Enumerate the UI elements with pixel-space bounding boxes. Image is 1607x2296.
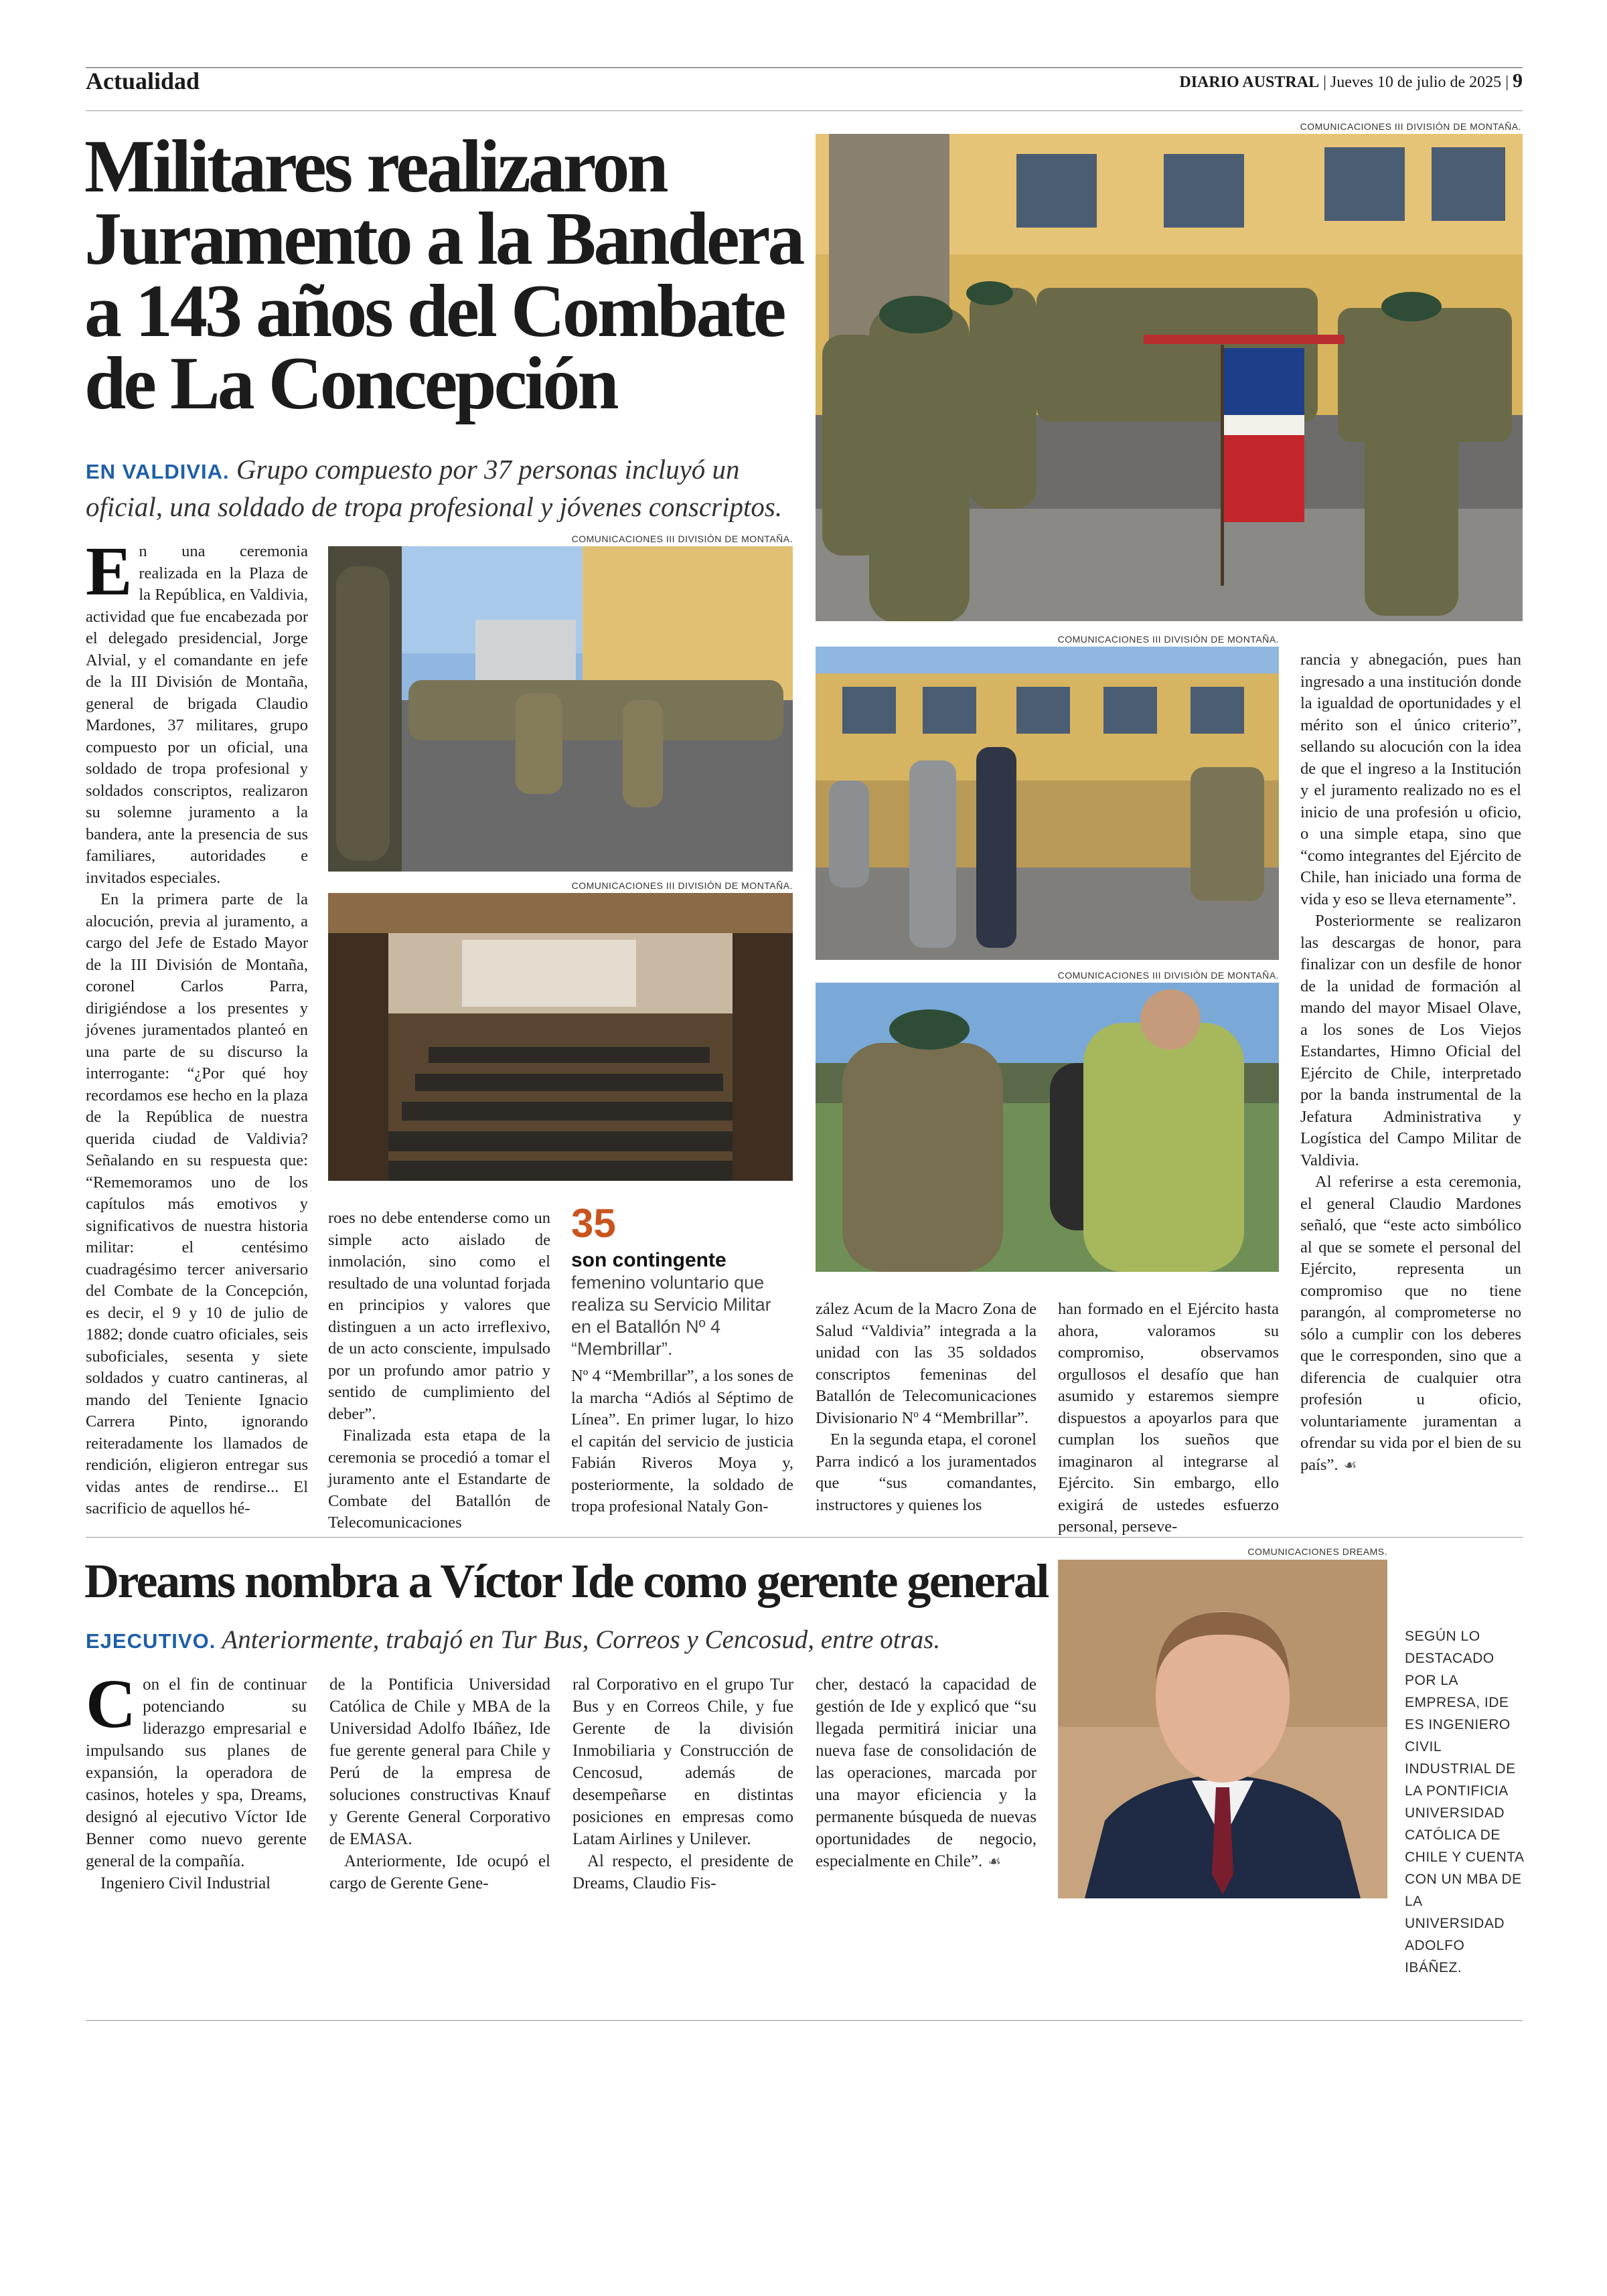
article1-kicker: EN VALDIVIA. — [86, 460, 230, 483]
photo3-credit: COMUNICACIONES III DIVISIÓN DE MONTAÑA. — [571, 880, 793, 891]
masthead: DIARIO AUSTRAL | Jueves 10 de julio de 2025 | 9 — [1179, 70, 1523, 92]
article2-col4-p1: cher, destacó la capacidad de gestión de Ide y explicó que “su llegada permitirá iniciar una nueva fase de consolidación de las operaciones, marcada por una mayor eficiencia y la permanente búsqueda de nuevas oportunidades de negocio, especialmente en Chile”. — [816, 1675, 1037, 1870]
article1-lead-text: Grupo compuesto por 37 personas incluyó un oficial, una soldado de tropa profesional y jóvenes conscriptos. — [86, 454, 783, 522]
top-rule — [86, 67, 1523, 68]
article1-col4-p1: zález Acum de la Macro Zona de Salud “Valdivia” integrada a la unidad con las 35 soldados conscriptos femeninas del Batallón de Telecomunicaciones Divisionario Nº 4 “Membrillar”. — [816, 1300, 1037, 1427]
article2-kicker: EJECUTIVO. — [86, 1629, 216, 1653]
article2-drop-cap: C — [86, 1665, 137, 1742]
stat-number: 35 — [571, 1201, 616, 1246]
article1-column-1 — [86, 533, 308, 1520]
article1-column-6 — [1300, 649, 1521, 1477]
church-interior-photo — [328, 893, 793, 1181]
article1-column-5 — [1058, 1299, 1279, 1538]
article1-column-4 — [816, 1299, 1037, 1516]
stat-box — [571, 1201, 792, 1360]
article2-headline: Dreams nombra a Víctor Ide como gerente general — [84, 1554, 1048, 1608]
page-number: 9 — [1513, 70, 1523, 92]
article2-col2-p1: de la Pontificia Universidad Católica de Chile y MBA de la Universidad Adolfo Ibáñez, Ide fue gerente general para Chile y Perú de la empresa de soluciones constructivas Knauf y Gerente General Corporativo de EMASA. — [329, 1675, 550, 1848]
article1-column-3 — [571, 1366, 793, 1518]
section-label: Actualidad — [86, 68, 200, 94]
plaza-formation-photo — [328, 546, 793, 872]
article2-col3-p1: ral Corporativo en el grupo Tur Bus y en Correos Chile, y fue Gerente de la división Inmobiliaria y Construcción de Cencosud, además de desempeñarse en distintas posiciones en empresas como Latam Airlines y Unilever. — [572, 1675, 793, 1848]
article1-drop-cap: E — [86, 533, 133, 610]
portrait-photo — [1058, 1560, 1387, 1898]
article2-lead-text: Anteriormente, trabajó en Tur Bus, Correos y Cencosud, entre otras. — [222, 1625, 941, 1654]
article1-lead — [86, 452, 795, 524]
stat-bold: son contingente — [571, 1249, 726, 1271]
article1-col6-p3: Al referirse a esta ceremonia, el general Claudio Mardones señaló, que “este acto simbólico al que se somete el personal del Ejército, representa un compromiso que no tiene parangón, al comprometerse no sólo a cumplir con los deberes que le corresponden, sino que a diferencia de cualquier otra profesión u oficio, voluntariamente juramentan a ofrendar su vida por el bien de su país”. ☙ — [1300, 1173, 1521, 1474]
article2-column-1 — [86, 1665, 307, 1894]
article2-headline-block — [84, 1554, 1049, 1608]
hero-photo-credit: COMUNICACIONES III DIVISIÓN DE MONTAÑA. — [1300, 121, 1521, 132]
article1-headline — [84, 125, 808, 425]
headline-line-3: a 143 años del Combate — [84, 270, 784, 353]
article1-col4-p2: En la segunda etapa, el coronel Parra indicó a los juramentados que “sus comandantes, instructores y quienes los — [816, 1430, 1037, 1514]
publication-name: DIARIO AUSTRAL — [1179, 74, 1320, 91]
article2-column-4 — [816, 1673, 1037, 1873]
article2-col1-p2: Ingeniero Civil Industrial — [100, 1874, 271, 1892]
article1-col5-p1: han formado en el Ejército hasta ahora, valoramos su compromiso, observamos orgullosos el desafío que han asumido y estaremos siempre dispuestos a apoyarlos para que cumplan los sueños que imaginaron al integrarse al Ejército. Sin embargo, ello exigirá de ustedes esfuerzo personal, perseve- — [1058, 1300, 1279, 1536]
stat-text: femenino voluntario que realiza su Servicio Militar en el Batallón Nº 4 “Membrillar”. — [571, 1273, 771, 1359]
header-rule — [86, 110, 1523, 111]
article1-col1-p1: n una ceremonia realizada en la Plaza de la República, en Valdivia, actividad que fue encabezada por el delegado presidencial, Jorge Alvial, y el comandante en jefe de la III División de Montaña, general de brigada Claudio Mardones, 37 militares, grupo compuesto por un oficial, una soldado de tropa profesional y soldados conscriptos, realizaron su solemne juramento a la bandera, ante la presencia de sus familiares, autoridades e invitados especiales. — [86, 542, 308, 887]
article2-lead — [86, 1623, 1063, 1659]
publication-date: Jueves 10 de julio de 2025 — [1330, 74, 1502, 91]
officials-walking-photo — [816, 647, 1279, 960]
headline-line-1: Militares realizaron — [84, 125, 666, 208]
article2-column-2 — [329, 1673, 550, 1894]
ceremony-photo — [816, 983, 1279, 1272]
article1-col1-p2: En la primera parte de la alocución, previa al juramento, a cargo del Jefe de Estado Mayor de la III División de Montaña, coronel Carlos Parra, dirigiéndose a los presentes y jóvenes juramentados planteó en una parte de su discurso la interrogante: “¿Por qué hoy recordamos ese hecho en la plaza de la República de nuestra querida ciudad de Valdivia? Señalando en su respuesta que: “Rememoramos uno de los capítulos más emotivos y significativos de nuestra historia militar: el centésimo cuadragésimo tercer aniversario del Combate de la Concepción, es decir, el 9 y 10 de julio de 1882; donde cuatro oficiales, seis suboficiales, sesenta y siete soldados y cuatro cantineras, al mando del Teniente Ignacio Carrera Pinto, ignorando reiteradamente los llamados de rendición, eligieron entregar sus vidas antes de rendirse... El sacrificio de aquellos hé- — [86, 890, 308, 1518]
portrait-caption: SEGÚN LO DESTACADO POR LA EMPRESA, IDE ES INGENIERO CIVIL INDUSTRIAL DE LA PONTIFICIA UNIVERSIDAD CATÓLICA DE CHILE Y CUENTA CON UN MBA DE LA UNIVERSIDAD ADOLFO IBÁÑEZ. — [1405, 1629, 1524, 1975]
article2-col1-p1: on el fin de continuar potenciando su liderazgo empresarial e impulsando sus planes de expansión, la operadora de casinos, hoteles y spa, Dreams, designó al ejecutivo Víctor Ide Benner como nuevo gerente general de la compañía. — [86, 1675, 307, 1870]
end-mark-icon: ☙ — [1343, 1457, 1357, 1474]
article1-col3-p1: Nº 4 “Membrillar”, a los sones de la marcha “Adiós al Séptimo de Línea”. En primer lugar, lo hizo el capitán del servicio de justicia Fabián Riveros Moya y, posteriormente, la soldado de tropa profesional Nataly Gon- — [571, 1367, 793, 1515]
headline-line-4: de La Concepción — [84, 342, 617, 425]
article2-col3-p2: Al respecto, el presidente de Dreams, Claudio Fis- — [572, 1852, 793, 1892]
end-mark-icon: ☙ — [988, 1854, 1001, 1870]
stat-description — [571, 1249, 792, 1360]
article1-col2-p2: Finalizada esta etapa de la ceremonia se procedió a tomar el juramento ante el Estandarte de Combate del Batallón de Telecomunicaciones — [328, 1426, 550, 1532]
article1-col6-p2: Posteriormente se realizaron las descargas de honor, para finalizar con un desfile de honor de la unidad de formación al mando del mayor Misael Olave, a los sones de Los Viejos Estandartes, Himno Oficial del Ejército de Chile, interpretado por la banda instrumental de la Jefatura Administrativa y Logística del Campo Militar de Valdivia. — [1300, 912, 1521, 1169]
article1-col6-p1: rancia y abnegación, pues han ingresado a una institución donde la igualdad de oportunidades y el mérito son el único criterio”, sellando su alocución con la idea de que el ingreso a la Institución y el juramento realizado no es el inicio de una profesión u oficio, o una simple etapa, sino que “como integrantes del Ejército de Chile, han iniciado una forma de vida y eso se lleva eternamente”. — [1300, 651, 1521, 908]
article1-headline-block — [84, 125, 808, 425]
article1-column-2 — [328, 1208, 550, 1534]
photo2-credit: COMUNICACIONES III DIVISIÓN DE MONTAÑA. — [571, 534, 793, 544]
article2-col2-p2: Anteriormente, Ide ocupó el cargo de Gerente Gene- — [329, 1852, 550, 1892]
portrait-credit: COMUNICACIONES DREAMS. — [1247, 1546, 1387, 1557]
hero-photo — [816, 134, 1523, 621]
photo5-credit: COMUNICACIONES III DIVISIÓN DE MONTAÑA. — [1057, 970, 1279, 981]
bottom-rule — [86, 2020, 1523, 2021]
article1-col2-p1: roes no debe entenderse como un simple acto aislado de inmolación, sino como el resultado de una voluntad forjada en principios y valores que distinguen a un acto irreflexivo, de un acto consciente, impulsado por un profundo amor patrio y sentido de cumplimiento del deber”. — [328, 1209, 550, 1423]
headline-line-2: Juramento a la Bandera — [84, 197, 803, 280]
article-divider — [86, 1537, 1523, 1538]
photo4-credit: COMUNICACIONES III DIVISIÓN DE MONTAÑA. — [1057, 634, 1279, 645]
article2-column-3 — [572, 1673, 793, 1894]
